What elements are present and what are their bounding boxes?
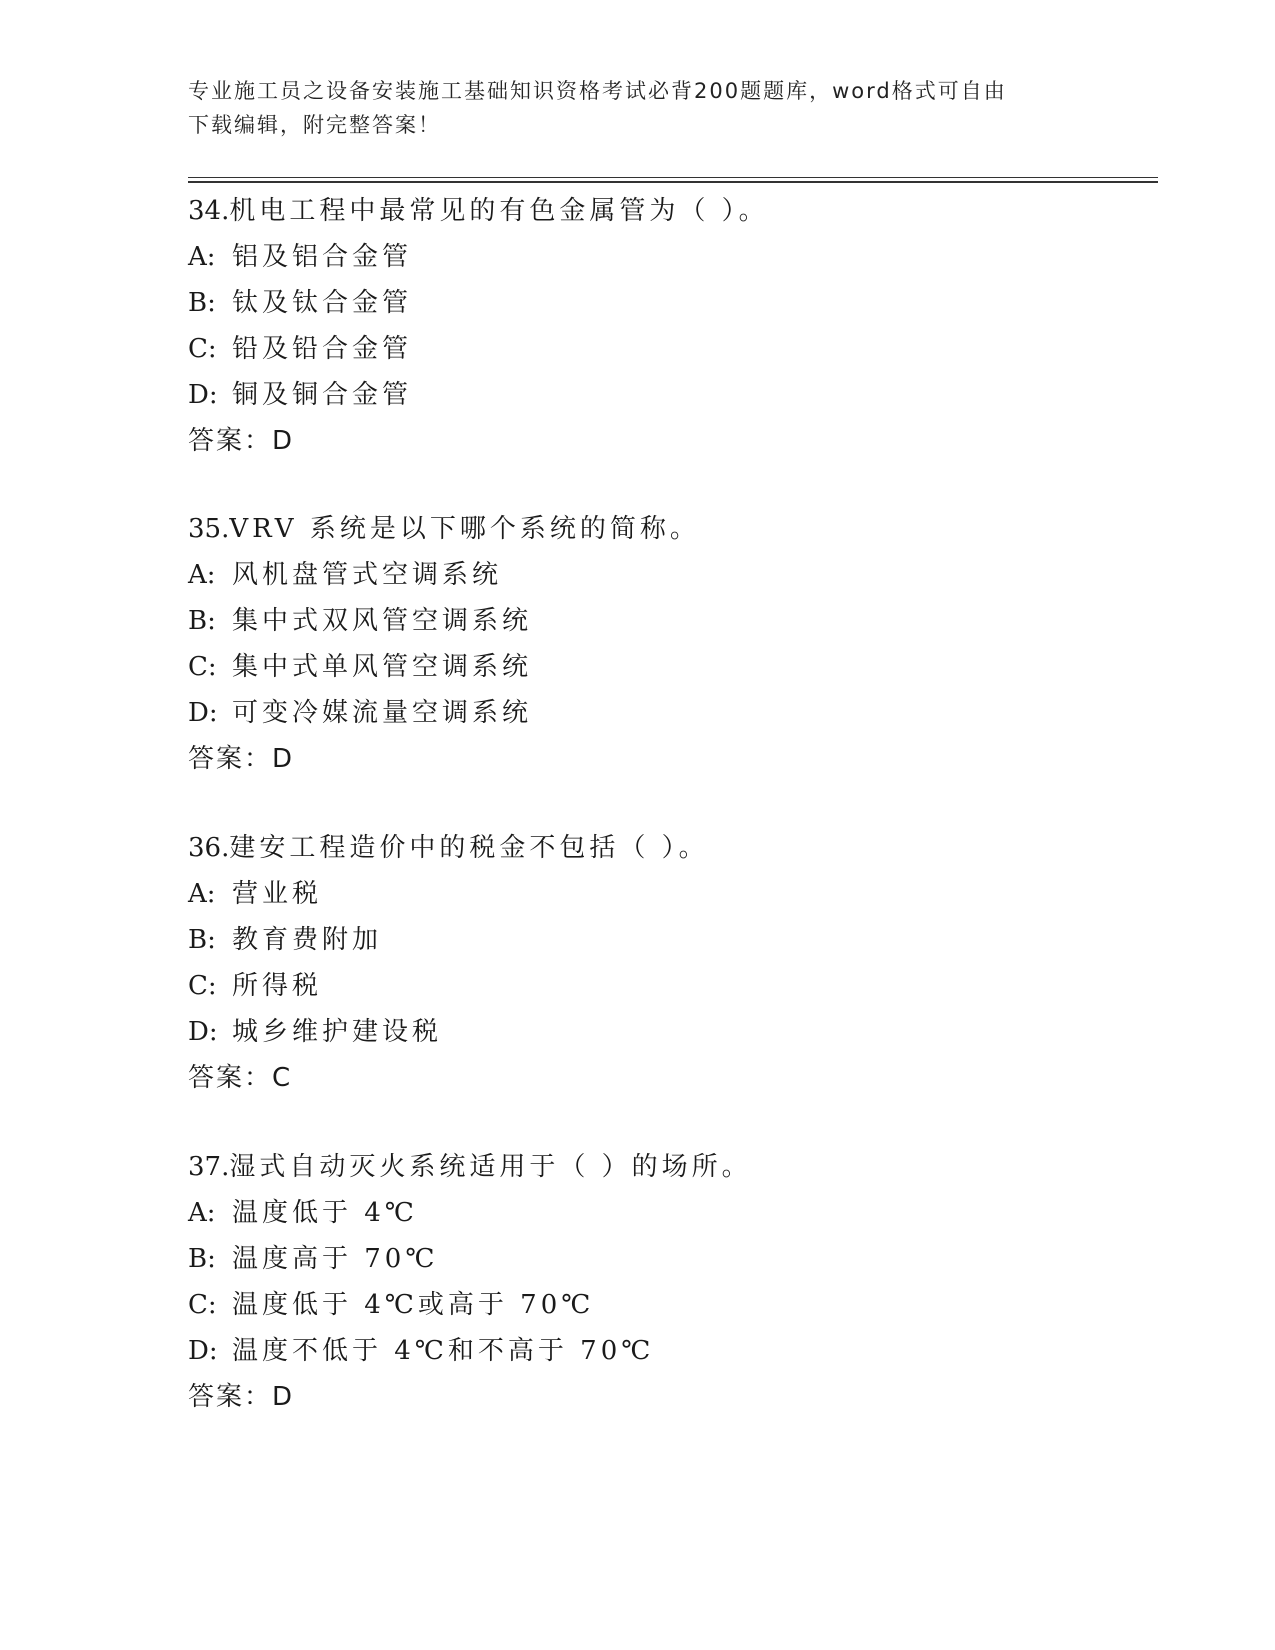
option-c [188, 963, 1148, 1009]
option-a [188, 871, 1148, 917]
question-text: VRV 系统是以下哪个系统的简称。 [229, 514, 700, 544]
question-text: 机电工程中最常见的有色金属管为（ ）。 [229, 196, 769, 226]
option-key: A: [188, 560, 216, 590]
option-text: 铝及铝合金管 [232, 242, 413, 272]
question-number: 35. [188, 514, 230, 544]
option-key: C: [188, 1290, 217, 1320]
option-text: 城乡维护建设税 [232, 1017, 443, 1047]
header-line-1: 专业施工员之设备安装施工基础知识资格考试必背200题题库，word格式可自由 [188, 79, 1007, 103]
option-c [188, 1282, 1148, 1328]
question-stem [188, 1144, 1148, 1190]
answer-line: 答案：C [188, 1063, 293, 1093]
option-text: 营业税 [232, 879, 323, 909]
document-header [188, 74, 1068, 142]
option-text: 温度低于 4℃ [232, 1198, 418, 1228]
option-c [188, 326, 1148, 372]
question-number: 34. [188, 196, 230, 226]
question-37 [188, 1144, 1148, 1420]
option-key: D: [188, 1336, 218, 1366]
option-text: 教育费附加 [232, 925, 383, 955]
question-number: 36. [188, 833, 230, 863]
option-b [188, 1236, 1148, 1282]
option-d [188, 1009, 1148, 1055]
option-key: C: [188, 652, 217, 682]
answer-line: 答案：D [188, 1382, 295, 1412]
option-key: D: [188, 380, 218, 410]
option-text: 温度不低于 4℃和不高于 70℃ [232, 1336, 655, 1366]
question-stem [188, 188, 1148, 234]
option-text: 集中式单风管空调系统 [232, 652, 533, 682]
option-text: 温度低于 4℃或高于 70℃ [232, 1290, 595, 1320]
answer-line: 答案：D [188, 744, 295, 774]
option-text: 所得税 [232, 971, 323, 1001]
option-a [188, 552, 1148, 598]
option-key: A: [188, 879, 216, 909]
option-b [188, 917, 1148, 963]
option-text: 可变冷媒流量空调系统 [232, 698, 533, 728]
option-text: 钛及钛合金管 [232, 288, 413, 318]
option-d [188, 1328, 1148, 1374]
option-key: B: [188, 1244, 216, 1274]
option-key: B: [188, 925, 216, 955]
option-a [188, 234, 1148, 280]
option-key: B: [188, 288, 216, 318]
question-text: 湿式自动灭火系统适用于（ ）的场所。 [229, 1152, 752, 1182]
header-divider-thick [188, 181, 1158, 183]
question-stem [188, 825, 1148, 871]
option-text: 铅及铅合金管 [232, 334, 413, 364]
option-text: 风机盘管式空调系统 [232, 560, 503, 590]
option-key: C: [188, 334, 217, 364]
question-number: 37. [188, 1152, 230, 1182]
option-b [188, 280, 1148, 326]
option-c [188, 644, 1148, 690]
option-text: 温度高于 70℃ [232, 1244, 439, 1274]
option-key: C: [188, 971, 217, 1001]
option-text: 集中式双风管空调系统 [232, 606, 533, 636]
option-d [188, 372, 1148, 418]
question-text: 建安工程造价中的税金不包括（ ）。 [229, 833, 709, 863]
option-key: B: [188, 606, 216, 636]
option-key: A: [188, 1198, 216, 1228]
question-stem [188, 506, 1148, 552]
answer-line: 答案：D [188, 426, 295, 456]
option-key: D: [188, 698, 218, 728]
header-line-2: 下载编辑，附完整答案！ [188, 113, 441, 137]
question-34 [188, 188, 1148, 464]
option-a [188, 1190, 1148, 1236]
question-36 [188, 825, 1148, 1101]
option-d [188, 690, 1148, 736]
option-key: D: [188, 1017, 218, 1047]
header-divider-thin [188, 177, 1158, 178]
option-b [188, 598, 1148, 644]
option-key: A: [188, 242, 216, 272]
option-text: 铜及铜合金管 [232, 380, 413, 410]
question-35 [188, 506, 1148, 782]
